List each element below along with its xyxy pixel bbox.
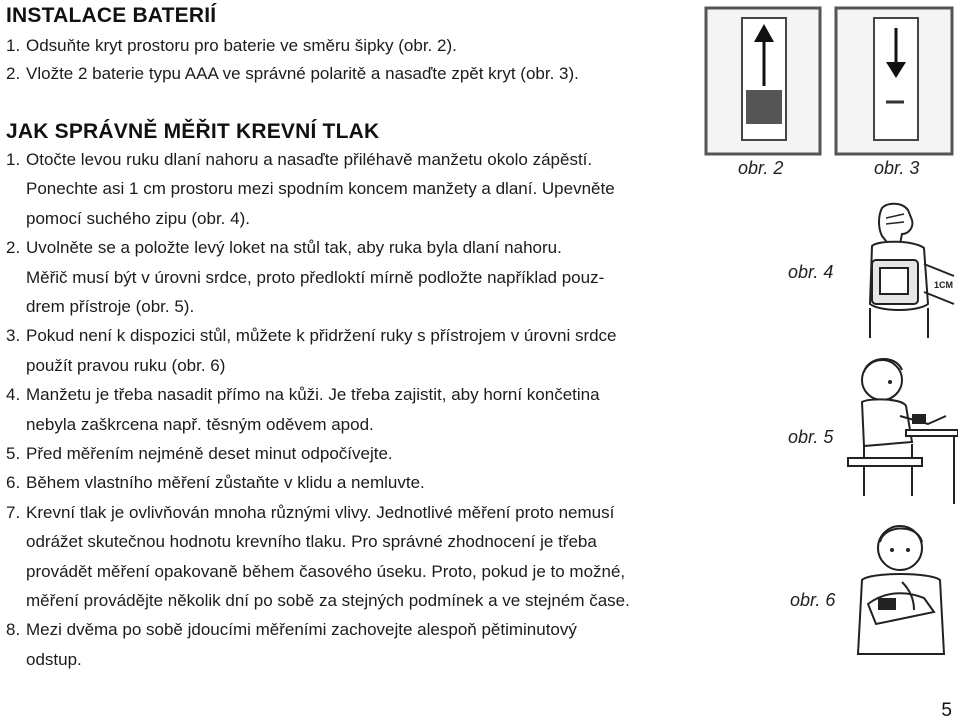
fig-6-caption: obr. 6 — [790, 590, 836, 610]
instruction-line: měření provádějte několik dní po sobě za stejných podmínek a ve stejném čase. — [26, 591, 630, 610]
instruction-line: 4. Manžetu je třeba nasadit přímo na kůži. Je třeba zajistit, aby horní končetina — [6, 385, 600, 404]
hand-support-illustration — [844, 520, 958, 656]
instruction-line: 1. Otočte levou ruku dlaní nahoru a nasaďte přiléhavě manžetu okolo zápěstí. — [6, 150, 593, 169]
battery-heading: INSTALACE BATERIÍ — [6, 4, 217, 27]
fig-3-caption: obr. 3 — [874, 158, 920, 178]
instruction-line: pomocí suchého zipu (obr. 4). — [26, 209, 250, 228]
measure-heading: JAK SPRÁVNĚ MĚŘIT KREVNÍ TLAK — [6, 120, 380, 143]
battery-cover-closed-illustration — [834, 6, 954, 156]
instruction-line: drem přístroje (obr. 5). — [26, 297, 195, 316]
instruction-line: odstup. — [26, 650, 82, 669]
instruction-line: Ponechte asi 1 cm prostoru mezi spodním koncem manžety a dlaní. Upevněte — [26, 179, 615, 198]
instruction-line: 3. Pokud není k dispozici stůl, můžete k přidržení ruky s přístrojem v úrovni srdce — [6, 326, 617, 345]
instruction-line: 5. Před měřením nejméně deset minut odpočívejte. — [6, 444, 393, 463]
battery-step-1: 1. Odsuňte kryt prostoru pro baterie ve směru šipky (obr. 2). — [6, 36, 457, 55]
fig-4-caption: obr. 4 — [788, 262, 834, 282]
battery-step-2: 2. Vložte 2 baterie typu AAA ve správné polaritě a nasaďte zpět kryt (obr. 3). — [6, 64, 579, 83]
battery-cover-open-illustration — [704, 6, 822, 156]
instruction-line: 6. Během vlastního měření zůstaňte v klidu a nemluvte. — [6, 473, 425, 492]
wrist-cuff-illustration — [842, 200, 958, 340]
cuff-gap-label: 1CM — [934, 280, 954, 290]
instruction-line: použít pravou ruku (obr. 6) — [26, 356, 226, 375]
page-number: 5 — [941, 700, 952, 721]
instruction-line: odrážet skutečnou hodnotu krevního tlaku. Pro správné zhodnocení je třeba — [26, 532, 597, 551]
fig-2-caption: obr. 2 — [738, 158, 784, 178]
instruction-line: 7. Krevní tlak je ovlivňován mnoha různými vlivy. Jednotlivé měření proto nemusí — [6, 503, 615, 522]
instruction-line: provádět měření opakovaně během časového úseku. Proto, pokud je to možné, — [26, 562, 626, 581]
instruction-line: 8. Mezi dvěma po sobě jdoucími měřeními zachovejte alespoň pětiminutový — [6, 620, 577, 639]
fig-5-caption: obr. 5 — [788, 427, 834, 447]
instruction-line: Měřič musí být v úrovni srdce, proto předloktí mírně podložte například pouz- — [26, 268, 605, 287]
seated-measurement-illustration — [842, 346, 958, 506]
instruction-line: 2. Uvolněte se a položte levý loket na stůl tak, aby ruka byla dlaní nahoru. — [6, 238, 562, 257]
instruction-line: nebyla zaškrcena např. těsným oděvem apod. — [26, 415, 374, 434]
